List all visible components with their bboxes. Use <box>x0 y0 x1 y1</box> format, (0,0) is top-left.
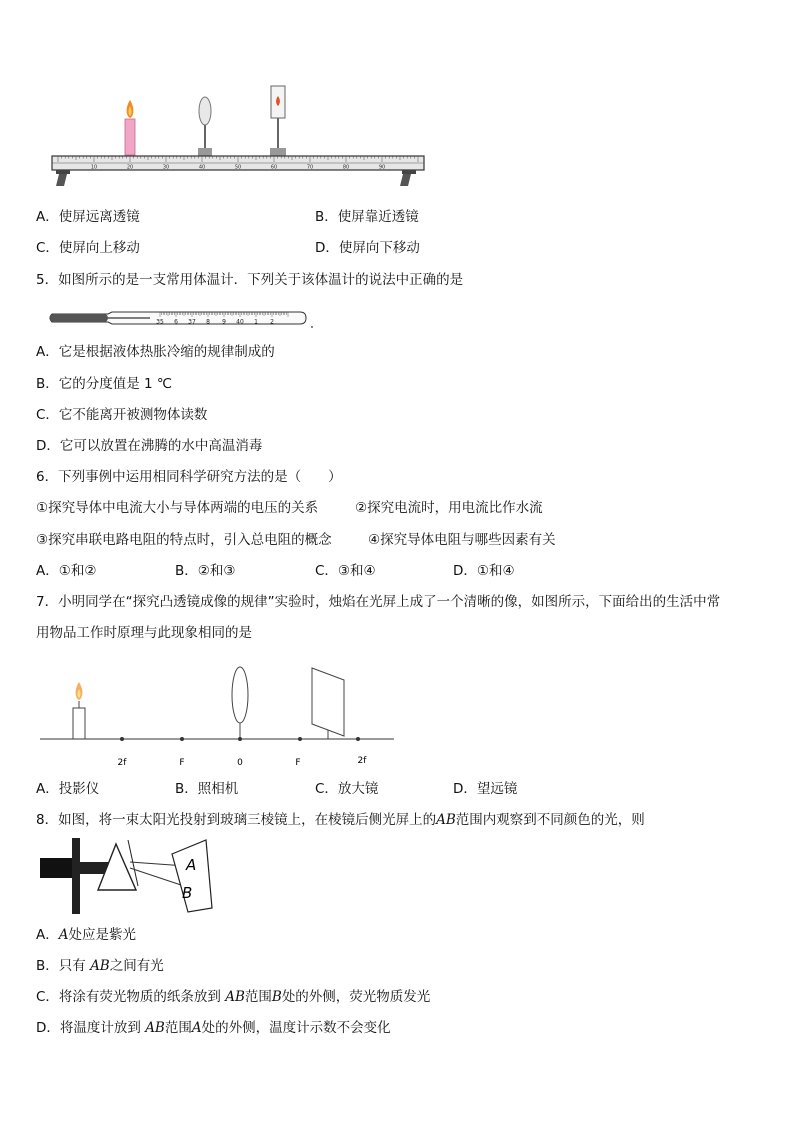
q6-option-c: C．③和④ <box>315 563 376 579</box>
thermometer-scale-label: 2 <box>270 318 274 326</box>
screen-figure <box>270 86 286 156</box>
axis-label-f-right: F <box>295 758 301 768</box>
q8-option-d: D．将温度计放到 AB范围A处的外侧，温度计示数不会变化 <box>36 1020 391 1036</box>
thermometer-scale-label: 1 <box>254 318 258 326</box>
q7-option-b: B．照相机 <box>175 781 239 797</box>
q5-option-d: D．它可以放置在沸腾的水中高温消毒 <box>36 438 263 454</box>
lens-figure <box>198 97 212 156</box>
axis-label-f-left: F <box>179 758 185 768</box>
candle-figure <box>125 100 135 155</box>
q4-option-b: B．使屏靠近透镜 <box>315 209 419 225</box>
bench-ruler-label: 50 <box>234 164 242 171</box>
prism-label-b: B <box>182 884 193 902</box>
bench-ruler-label: 10 <box>90 164 98 171</box>
axis-label-2f-left: 2f <box>117 758 127 768</box>
thermometer-figure <box>0 300 794 340</box>
thermometer-scale-label: 35 <box>156 318 164 326</box>
thermometer-scale-label: 8 <box>206 318 210 326</box>
q6-option-b: B．②和③ <box>175 563 236 579</box>
q7-stem-line1: 7．小明同学在“探究凸透镜成像的规律”实验时，烛焰在光屏上成了一个清晰的像，如图所示，下面给出的生活中常 <box>36 594 721 610</box>
q5-option-a: A．它是根据液体热胀冷缩的规律制成的 <box>36 344 275 360</box>
q8-option-c: C．将涂有荧光物质的纸条放到 AB范围B处的外侧，荧光物质发光 <box>36 989 431 1005</box>
thermometer-scale-label: 6 <box>174 318 178 326</box>
bench-ruler-label: 80 <box>342 164 350 171</box>
thermometer-scale-label: 40 <box>236 318 244 326</box>
q6-item-4: ④探究导体电阻与哪些因素有关 <box>368 532 556 548</box>
thermometer-scale-label: 9 <box>222 318 226 326</box>
q8-option-b: B．只有 AB之间有光 <box>36 958 164 974</box>
q7-option-d: D．望远镜 <box>453 781 518 797</box>
q5-option-c: C．它不能离开被测物体读数 <box>36 407 208 423</box>
bench-ruler-label: 40 <box>198 164 206 171</box>
candle-small <box>73 682 85 739</box>
prism-figure <box>0 836 794 916</box>
q4-option-d: D．使屏向下移动 <box>315 240 420 256</box>
q4-option-a: A．使屏远离透镜 <box>36 209 140 225</box>
q6-stem: 6．下列事例中运用相同科学研究方法的是（ ） <box>36 469 342 485</box>
q5-option-b: B．它的分度值是 1 ℃ <box>36 376 173 392</box>
q8-option-a: A．A处应是紫光 <box>36 927 136 943</box>
bench-ruler-label: 20 <box>126 164 134 171</box>
q5-stem: 5．如图所示的是一支常用体温计．下列关于该体温计的说法中正确的是 <box>36 272 464 288</box>
thermometer-scale-label: 37 <box>188 318 196 326</box>
prism-label-a: A <box>186 856 197 874</box>
bench-ruler-label: 70 <box>306 164 314 171</box>
bench-ruler-label: 60 <box>270 164 278 171</box>
q6-item-2: ②探究电流时，用电流比作水流 <box>355 500 543 516</box>
axis-label-origin: 0 <box>237 758 243 768</box>
bench-ruler-label: 90 <box>378 164 386 171</box>
q6-option-d: D．①和④ <box>453 563 515 579</box>
q7-stem-line2: 用物品工作时原理与此现象相同的是 <box>36 625 252 641</box>
q6-item-1: ①探究导体中电流大小与导体两端的电压的关系 <box>36 500 319 516</box>
lens-imaging-figure <box>0 660 794 780</box>
q6-option-a: A．①和② <box>36 563 97 579</box>
q6-item-3: ③探究串联电路电阻的特点时，引入总电阻的概念 <box>36 532 332 548</box>
optical-bench-figure <box>0 0 794 200</box>
q4-option-c: C．使屏向上移动 <box>36 240 140 256</box>
bench-ruler-label: 30 <box>162 164 170 171</box>
q8-stem: 8．如图，将一束太阳光投射到玻璃三棱镜上，在棱镜后侧光屏上的AB范围内观察到不同颜色的光，则 <box>36 812 645 828</box>
q7-option-a: A．投影仪 <box>36 781 100 797</box>
axis-label-2f-right: 2f <box>357 756 367 766</box>
q7-option-c: C．放大镜 <box>315 781 379 797</box>
